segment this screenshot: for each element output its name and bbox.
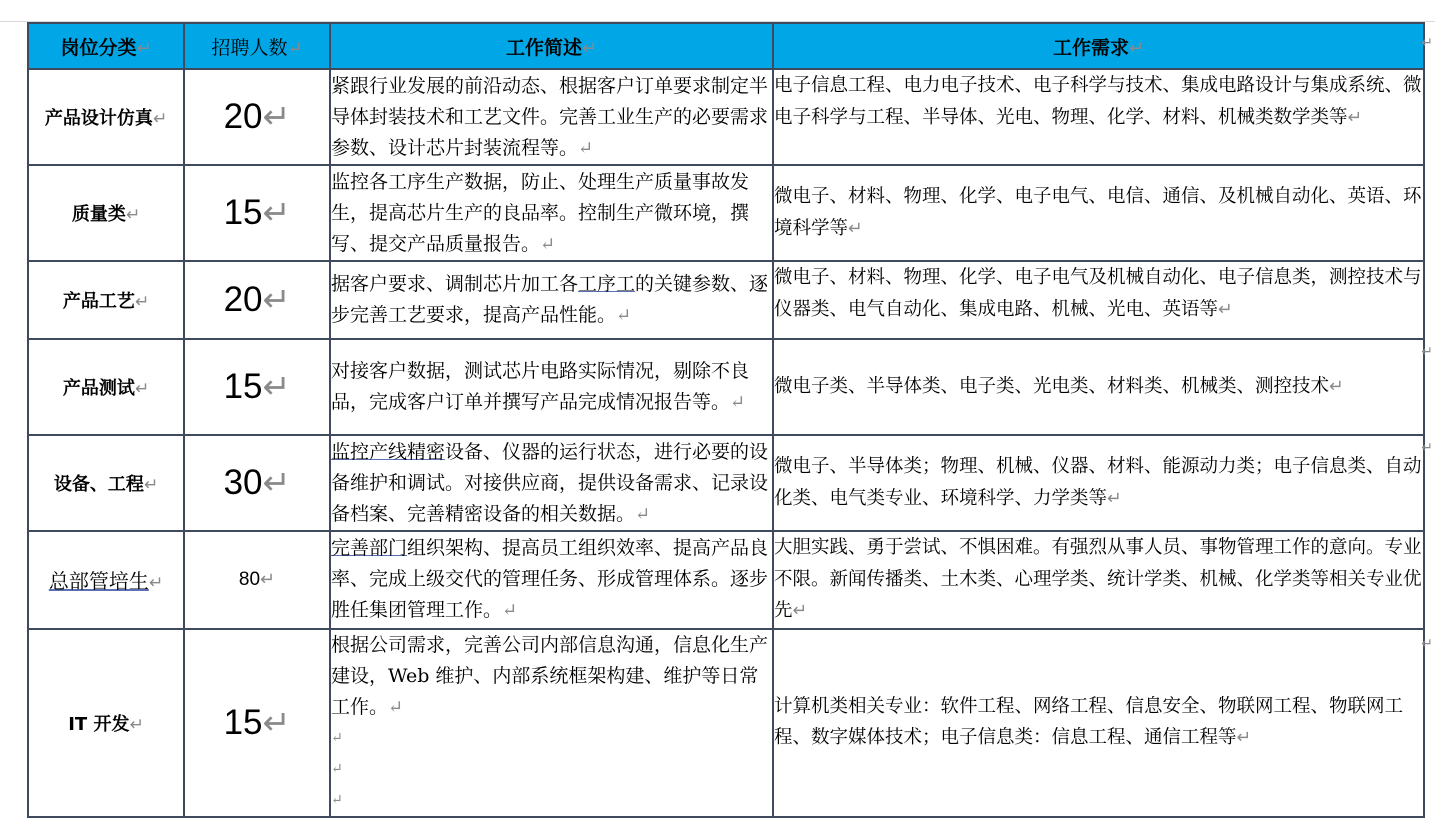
description-cell[interactable]: 据客户要求、调制芯片加工各工序工的关键参数、逐步完善工艺要求，提高产品性能。↵ [330, 261, 773, 339]
count-cell[interactable]: 15↵ [184, 165, 330, 261]
return-mark-icon: ↵ [262, 99, 291, 136]
category-cell[interactable]: 产品工艺↵ [28, 261, 184, 339]
return-mark-icon: ↵ [143, 475, 159, 495]
header-category: 岗位分类↵ [28, 23, 184, 69]
return-mark-icon: ↵ [148, 573, 164, 594]
table-row [28, 339, 1424, 435]
header-count: 招聘人数↵ [184, 23, 330, 69]
table-row [28, 261, 1424, 339]
return-mark-icon: ↵ [635, 503, 651, 525]
return-mark-icon: ↵ [616, 305, 632, 326]
requirement-cell[interactable]: 电子信息工程、电力电子技术、电子科学与技术、集成电路设计与集成系统、微电子科学与工程、半导体、光电、物理、化学、材料、机械类数学类等↵ [773, 69, 1424, 165]
requirement-cell[interactable]: 计算机类相关专业：软件工程、网络工程、信息安全、物联网工程、物联网工程、数字媒体技术；电子信息类：信息工程、通信工程等↵ [773, 629, 1424, 817]
return-mark-icon: ↵ [502, 600, 518, 622]
return-mark-icon: ↵ [129, 714, 144, 735]
underlined-text: 完善部门 [331, 537, 408, 560]
category-cell[interactable]: 设备、工程↵ [28, 435, 184, 531]
return-mark-icon: ↵ [1347, 107, 1363, 128]
return-mark-icon: ↵ [1107, 488, 1122, 509]
page-top-edge [0, 0, 1435, 22]
table-header-row [28, 23, 1424, 69]
description-cell[interactable]: 监控产线精密设备、仪器的运行状态，进行必要的设备维护和调试。对接供应商，提供设备需求、记录设备档案、完善精密设备的相关数据。↵ [330, 435, 773, 531]
count-cell[interactable]: 20↵ [184, 69, 330, 165]
table-row [28, 531, 1424, 629]
category-cell[interactable]: 质量类↵ [28, 165, 184, 261]
empty-paragraph: ↵ [331, 791, 343, 808]
header-requirement: 工作需求↵ [773, 23, 1424, 69]
requirement-cell[interactable]: 大胆实践、勇于尝试、不惧困难。有强烈从事人员、事物管理工作的意向。专业不限。新闻传播类、土木类、心理学类、统计学类、机械、化学类等相关专业优先↵ [773, 531, 1424, 629]
return-mark-icon: ↵ [388, 696, 404, 718]
description-cell[interactable]: 监控各工序生产数据，防止、处理生产质量事故发生，提高芯片生产的良品率。控制生产微环境，撰写、提交产品质量报告。↵ [330, 165, 773, 261]
requirement-cell[interactable]: 微电子、材料、物理、化学、电子电气及机械自动化、电子信息类，测控技术与仪器类、电气自动化、集成电路、机械、光电、英语等↵ [773, 261, 1424, 339]
requirement-cell[interactable]: 微电子、材料、物理、化学、电子电气、电信、通信、及机械自动化、英语、环境科学等↵ [773, 165, 1424, 261]
return-mark-icon: ↵ [262, 282, 291, 319]
return-mark-icon: ↵ [578, 137, 594, 159]
requirement-cell[interactable]: 微电子、半导体类；物理、机械、仪器、材料、能源动力类；电子信息类、自动化类、电气类专业、环境科学、力学类等↵ [773, 435, 1424, 531]
category-cell[interactable]: 总部管培生↵ [28, 531, 184, 629]
table-row [28, 165, 1424, 261]
underlined-text: 工序工 [578, 273, 636, 295]
count-cell[interactable]: 15↵ [184, 629, 330, 817]
table-row [28, 629, 1424, 817]
return-mark-icon: ↵ [262, 195, 291, 232]
count-cell[interactable]: 20↵ [184, 261, 330, 339]
return-mark-icon: ↵ [1236, 728, 1252, 748]
description-cell[interactable]: 对接客户数据，测试芯片电路实际情况，剔除不良品，完成客户订单并撰写产品完成情况报告等。↵ [330, 339, 773, 435]
table-row [28, 435, 1424, 531]
recruitment-table [27, 22, 1425, 818]
return-mark-icon: ↵ [848, 218, 863, 239]
count-cell[interactable]: 30↵ [184, 435, 330, 531]
return-mark-icon: ↵ [730, 392, 746, 413]
row-end-mark-icon: ↵ [1421, 440, 1433, 456]
table-row [28, 69, 1424, 165]
return-mark-icon: ↵ [262, 704, 291, 742]
category-cell[interactable]: 产品设计仿真↵ [28, 69, 184, 165]
return-mark-icon: ↵ [1128, 37, 1145, 59]
return-mark-icon: ↵ [581, 37, 598, 59]
return-mark-icon: ↵ [792, 601, 808, 621]
return-mark-icon: ↵ [136, 37, 152, 59]
count-cell[interactable]: 15↵ [184, 339, 330, 435]
empty-paragraph: ↵ [331, 760, 343, 777]
underlined-text: 监控产线精密 [331, 440, 446, 463]
category-cell[interactable]: IT 开发↵ [28, 629, 184, 817]
empty-paragraph: ↵ [331, 729, 343, 746]
row-end-mark-icon: ↵ [1421, 636, 1433, 652]
row-end-mark-icon: ↵ [1421, 35, 1433, 51]
category-cell[interactable]: 产品测试↵ [28, 339, 184, 435]
return-mark-icon: ↵ [1218, 299, 1233, 320]
description-cell[interactable]: 根据公司需求，完善公司内部信息沟通，信息化生产建设，Web 维护、内部系统框架构建、维护等日常工作。↵ ↵ ↵ ↵ [330, 629, 773, 817]
requirement-cell[interactable]: 微电子类、半导体类、电子类、光电类、材料类、机械类、测控技术↵ [773, 339, 1424, 435]
return-mark-icon: ↵ [1329, 376, 1344, 397]
return-mark-icon: ↵ [134, 292, 150, 312]
return-mark-icon: ↵ [125, 205, 141, 225]
count-cell[interactable]: 80↵ [184, 531, 330, 629]
return-mark-icon: ↵ [134, 379, 150, 399]
row-end-mark-icon: ↵ [1421, 344, 1433, 360]
return-mark-icon: ↵ [287, 37, 303, 59]
return-mark-icon: ↵ [152, 109, 168, 129]
return-mark-icon: ↵ [260, 568, 276, 589]
return-mark-icon: ↵ [540, 233, 556, 255]
description-cell[interactable]: 完善部门组织架构、提高员工组织效率、提高产品良率、完成上级交代的管理任务、形成管理体系。逐步胜任集团管理工作。↵ [330, 531, 773, 629]
description-cell[interactable]: 紧跟行业发展的前沿动态、根据客户订单要求制定半导体封装技术和工艺文件。完善工业生产的必要需求参数、设计芯片封装流程等。↵ [330, 69, 773, 165]
header-description: 工作简述↵ [330, 23, 773, 69]
return-mark-icon: ↵ [262, 465, 291, 502]
return-mark-icon: ↵ [262, 369, 291, 406]
